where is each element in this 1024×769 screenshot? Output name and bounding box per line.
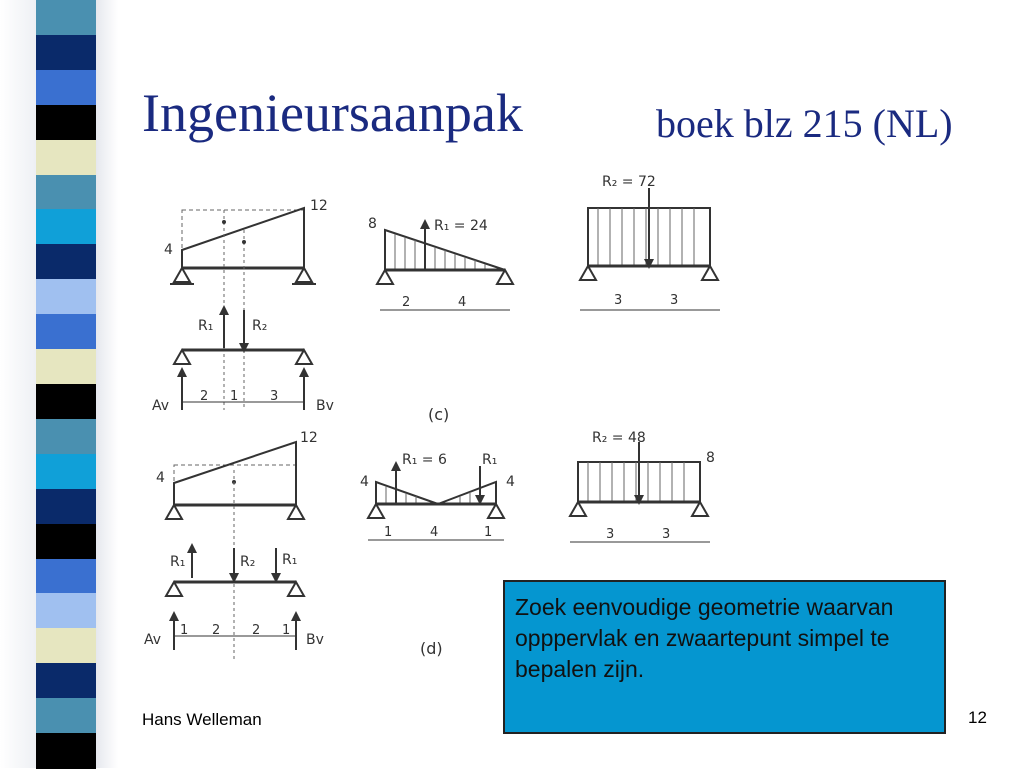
stripe-segment: [36, 175, 96, 211]
case-d-tri-dim2: 4: [430, 525, 439, 540]
stripe-segment: [36, 454, 96, 490]
case-d-load-top-label: 12: [300, 430, 318, 446]
case-d-tri-dim1: 1: [384, 525, 393, 540]
case-c-dim3-label: 3: [270, 389, 279, 404]
case-c-tri-dim2: 4: [458, 295, 467, 310]
stripe-segment: [36, 419, 96, 455]
case-d-label: (d): [420, 639, 443, 658]
left-edge-shade: [0, 0, 36, 768]
case-d-r1-left-label: R₁: [170, 554, 186, 570]
case-c-dim2-label: 1: [230, 389, 239, 404]
case-d-triangle-loads: [360, 452, 515, 540]
stripe-segment: [36, 314, 96, 350]
case-d-av-label: Av: [144, 632, 162, 648]
stripe-segment: [36, 733, 96, 769]
case-d-tri-resultant-right: R₁: [482, 452, 498, 468]
case-c-tri-resultant: R₁ = 24: [434, 218, 488, 234]
stripe-segment: [36, 140, 96, 176]
footer-author: Hans Welleman: [142, 710, 262, 729]
case-c-r2-label: R₂: [252, 318, 268, 334]
case-d-r1-right-label: R₁: [282, 552, 298, 568]
stripe-segment: [36, 593, 96, 629]
case-c-rect-dim2: 3: [670, 293, 679, 308]
case-c-rect-resultant: R₂ = 72: [602, 174, 656, 190]
case-d-bv-label: Bv: [306, 632, 324, 648]
stripe-segment: [36, 524, 96, 560]
case-d-tri-dim3: 1: [484, 525, 493, 540]
stripe-segment: [36, 489, 96, 525]
stripe-segment: [36, 698, 96, 734]
stripe-segment: [36, 70, 96, 106]
case-c-label: (c): [428, 405, 450, 424]
case-c-bv-label: Bv: [316, 398, 334, 414]
case-c-triangle-load: [368, 216, 513, 310]
case-d-load-left-label: 4: [156, 470, 165, 486]
decorative-stripe-bar: [36, 0, 96, 768]
stripe-segment: [36, 0, 96, 36]
case-c-rect-load: [580, 174, 720, 310]
stripe-segment: [36, 209, 96, 245]
case-c-load-left-label: 4: [164, 242, 173, 258]
stripe-shadow: [96, 0, 118, 768]
case-c-tri-left-value: 8: [368, 216, 377, 232]
case-d-rect-dim2: 3: [662, 527, 671, 542]
case-d-tri-left-value: 4: [360, 474, 369, 490]
stripe-segment: [36, 279, 96, 315]
case-d-tri-right-value: 4: [506, 474, 515, 490]
slide-title: Ingenieursaanpak: [142, 83, 523, 143]
stripe-segment: [36, 244, 96, 280]
stripe-segment: [36, 559, 96, 595]
stripe-segment: [36, 35, 96, 71]
stripe-segment: [36, 105, 96, 141]
case-d-rect-dim1: 3: [606, 527, 615, 542]
case-d-tri-resultant-left: R₁ = 6: [402, 452, 447, 468]
case-d-rect-value: 8: [706, 450, 715, 466]
note-box: [503, 580, 946, 734]
case-d-r2-label: R₂: [240, 554, 256, 570]
note-text: Zoek eenvoudige geometrie waarvan opppervlak en zwaartepunt simpel te bepalen zijn.: [515, 594, 894, 682]
case-d-rect-load: [570, 430, 715, 542]
case-c-rect-dim1: 3: [614, 293, 623, 308]
case-c-dim1-label: 2: [200, 389, 209, 404]
case-d-rect-resultant: R₂ = 48: [592, 430, 646, 446]
case-c-av-label: Av: [152, 398, 170, 414]
stripe-segment: [36, 349, 96, 385]
stripe-segment: [36, 384, 96, 420]
case-c-load-top-label: 12: [310, 198, 328, 214]
case-d-dim3-label: 2: [252, 623, 261, 638]
case-d-dim4-label: 1: [282, 623, 291, 638]
stripe-segment: [36, 663, 96, 699]
stripe-segment: [36, 628, 96, 664]
case-c-reaction-diagram: [152, 310, 334, 414]
slide-subtitle: boek blz 215 (NL): [656, 101, 953, 146]
page-number: 12: [968, 708, 987, 727]
case-c-tri-dim1: 2: [402, 295, 411, 310]
case-d-dim2-label: 2: [212, 623, 221, 638]
case-c-r1-label: R₁: [198, 318, 214, 334]
case-d-dim1-label: 1: [180, 623, 189, 638]
